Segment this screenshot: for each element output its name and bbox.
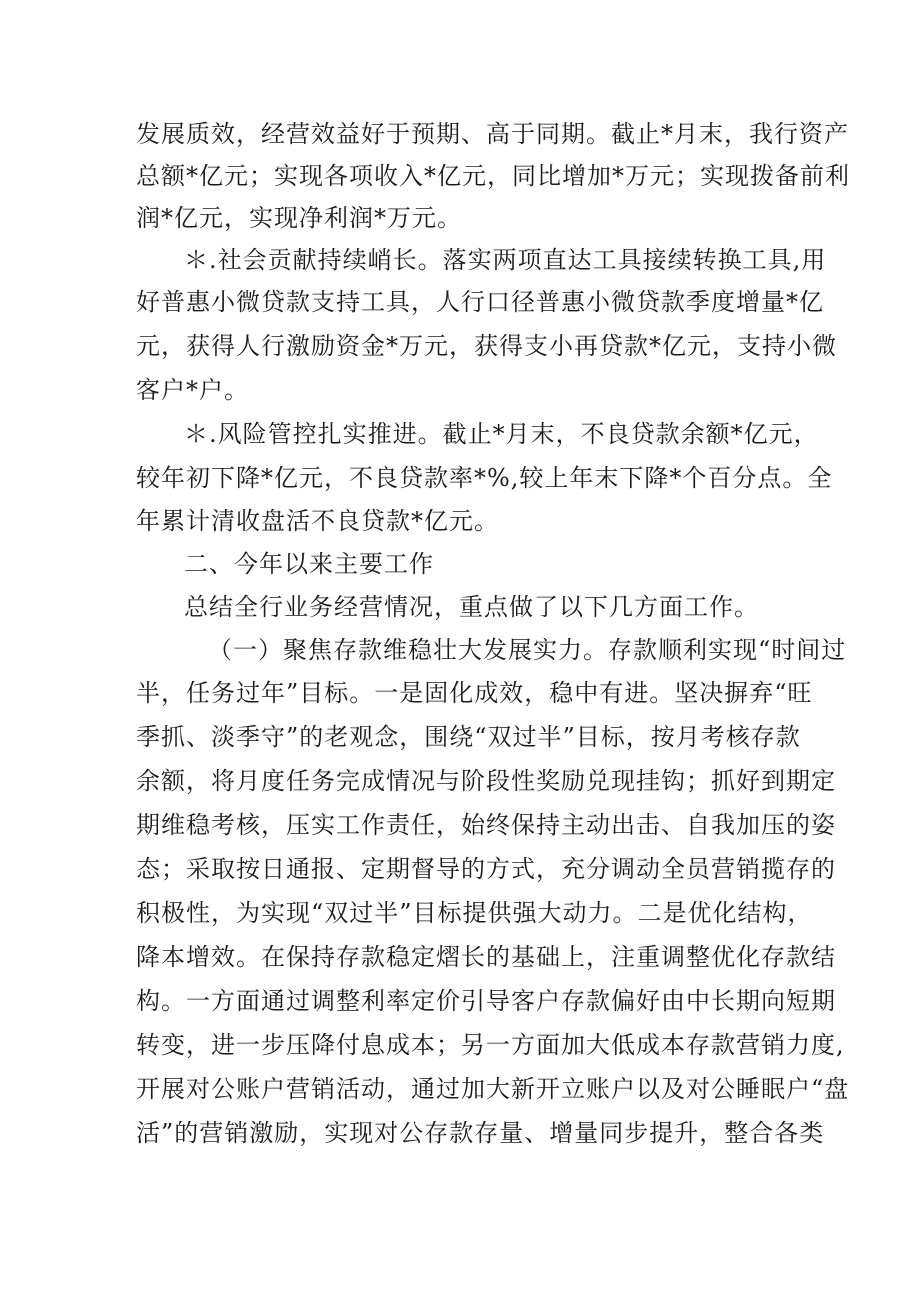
text-line: 润*亿元，实现净利润*万元。: [136, 204, 462, 232]
text-line: 季抓、淡季守”的老观念，围绕“双过半”目标，按月考核存款: [136, 723, 801, 751]
subsection-heading: （一）聚焦存款维稳壮大发展实力。存款顺利实现“时间过: [208, 636, 847, 664]
text-line: 降本增效。在保持存款稳定熠长的基础上，注重调整优化存款结: [136, 943, 836, 971]
text-line: 客户*户。: [136, 376, 249, 404]
text-line: ＊.风险管控扎实推进。截止*月末，不良贷款余额*亿元，: [184, 420, 819, 448]
text-line: 态；采取按日通报、定期督导的方式，充分调动全员营销揽存的: [136, 855, 836, 883]
text-line: 构。一方面通过调整利率定价引导客户存款偏好由中长期向短期: [136, 987, 836, 1015]
text-line: 好普惠小微贷款支持工具，人行口径普惠小微贷款季度增量*亿: [136, 288, 824, 316]
text-line: ＊.社会贡献持续峭长。落实两项直达工具接续转换工具,用: [184, 246, 827, 274]
text-line: 活”的营销激励，实现对公存款存量、增量同步提升，整合各类: [136, 1119, 825, 1147]
text-line: 总额*亿元；实现各项收入*亿元，同比增加*万元；实现拨备前利: [136, 162, 850, 190]
text-line: 转变，进一步压降付息成本；另一方面加大低成本存款营销力度,: [136, 1031, 845, 1059]
text-line: 较年初下降*亿元，不良贷款率*%,较上年末下降*个百分点。全: [136, 464, 833, 492]
text-line: 半，任务过年”目标。一是固化成效，稳中有进。坚决摒弃“旺: [136, 679, 813, 707]
text-line: 开展对公账户营销活动，通过加大新开立账户以及对公睡眠户“盘: [136, 1075, 850, 1103]
text-line: 元，获得人行激励资金*万元，获得支小再贷款*亿元，支持小微: [136, 332, 837, 360]
text-line: 余额，将月度任务完成情况与阶段性奖励兑现挂钩；抓好到期定: [136, 767, 836, 795]
text-line: 积极性，为实现“双过半”目标提供强大动力。二是优化结构，: [136, 899, 813, 927]
text-line: 年累计清收盘活不良贷款*亿元。: [136, 507, 499, 535]
text-line: 期维稳考核，压实工作责任，始终保持主动出击、自我加压的姿: [136, 811, 836, 839]
text-line: 总结全行业务经营情况，重点做了以下几方面工作。: [184, 593, 759, 621]
section-heading: 二、今年以来主要工作: [184, 550, 434, 578]
text-line: 发展质效，经营效益好于预期、高于同期。截止*月末，我行资产: [136, 120, 849, 148]
